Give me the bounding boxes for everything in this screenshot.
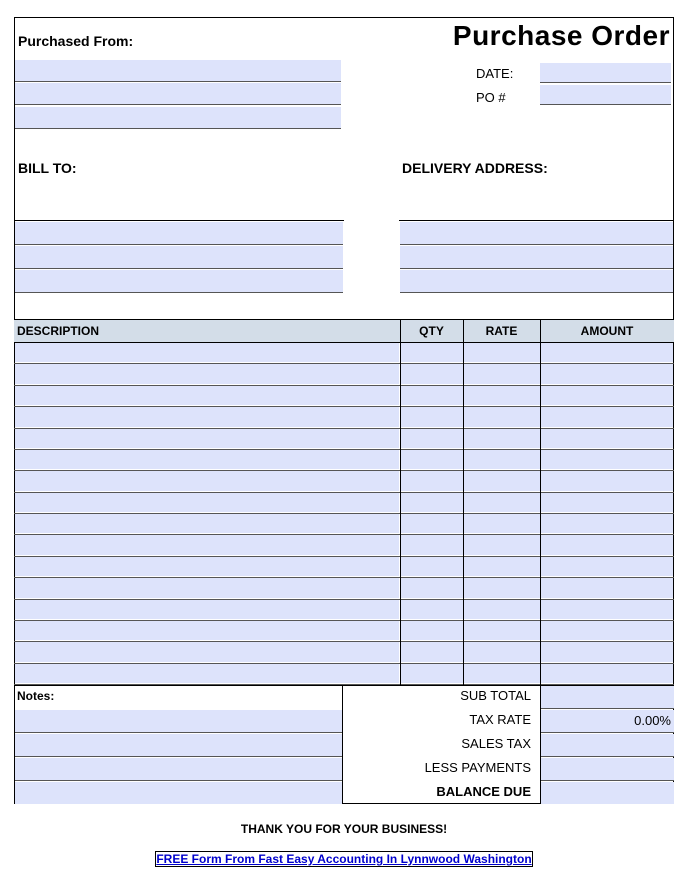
tax-rate-value[interactable]: 0.00% bbox=[541, 710, 674, 733]
qty-cell[interactable] bbox=[401, 450, 463, 469]
description-cell[interactable] bbox=[15, 429, 399, 448]
less-payments-label: LESS PAYMENTS bbox=[424, 760, 531, 775]
table-row bbox=[14, 514, 674, 535]
amount-cell[interactable] bbox=[541, 621, 673, 640]
delivery-top-rule bbox=[399, 220, 674, 221]
rate-cell[interactable] bbox=[464, 600, 540, 619]
balance-due-value[interactable] bbox=[541, 782, 674, 804]
table-row bbox=[14, 557, 674, 578]
description-cell[interactable] bbox=[15, 642, 399, 661]
thank-you-text: THANK YOU FOR YOUR BUSINESS! bbox=[240, 822, 448, 836]
amount-cell[interactable] bbox=[541, 600, 673, 619]
table-row bbox=[14, 471, 674, 492]
description-cell[interactable] bbox=[15, 621, 399, 640]
notes-line-2-input[interactable] bbox=[15, 734, 342, 757]
rate-cell[interactable] bbox=[464, 557, 540, 576]
po-number-input[interactable] bbox=[540, 85, 671, 105]
amount-cell[interactable] bbox=[541, 664, 673, 683]
amount-cell[interactable] bbox=[541, 407, 673, 426]
amount-cell[interactable] bbox=[541, 429, 673, 448]
delivery-line-1-input[interactable] bbox=[400, 222, 673, 245]
bill-to-label: BILL TO: bbox=[18, 160, 77, 176]
delivery-line-2-input[interactable] bbox=[400, 246, 673, 269]
sales-tax-label: SALES TAX bbox=[461, 736, 531, 751]
footer-link-wrap bbox=[0, 850, 688, 868]
bill-to-line-3-input[interactable] bbox=[15, 270, 343, 293]
bill-to-line-1-input[interactable] bbox=[15, 222, 343, 245]
qty-cell[interactable] bbox=[401, 514, 463, 533]
description-cell[interactable] bbox=[15, 600, 399, 619]
table-row bbox=[14, 578, 674, 599]
notes-line-4-input[interactable] bbox=[15, 782, 342, 804]
table-row bbox=[14, 600, 674, 621]
amount-cell[interactable] bbox=[541, 343, 673, 362]
amount-cell[interactable] bbox=[541, 364, 673, 383]
qty-cell[interactable] bbox=[401, 600, 463, 619]
vendor-line-3-input[interactable] bbox=[15, 107, 341, 129]
table-row bbox=[14, 664, 674, 685]
qty-cell[interactable] bbox=[401, 642, 463, 661]
delivery-address-label: DELIVERY ADDRESS: bbox=[402, 160, 548, 176]
amount-cell[interactable] bbox=[541, 493, 673, 512]
rate-cell[interactable] bbox=[464, 450, 540, 469]
rate-cell[interactable] bbox=[464, 664, 540, 683]
rate-column-divider bbox=[463, 319, 464, 685]
description-cell[interactable] bbox=[15, 386, 399, 405]
po-number-label: PO # bbox=[476, 90, 506, 105]
amount-cell[interactable] bbox=[541, 386, 673, 405]
column-qty: QTY bbox=[419, 324, 444, 338]
qty-column-divider bbox=[400, 319, 401, 685]
amount-cell[interactable] bbox=[541, 514, 673, 533]
amount-column-divider bbox=[540, 319, 541, 685]
description-cell[interactable] bbox=[15, 578, 399, 597]
qty-cell[interactable] bbox=[401, 429, 463, 448]
description-cell[interactable] bbox=[15, 407, 399, 426]
table-row bbox=[14, 642, 674, 663]
page-title: Purchase Order bbox=[452, 20, 670, 51]
qty-cell[interactable] bbox=[401, 493, 463, 512]
table-row bbox=[14, 450, 674, 471]
rate-cell[interactable] bbox=[464, 642, 540, 661]
delivery-line-3-input[interactable] bbox=[400, 270, 673, 293]
qty-cell[interactable] bbox=[401, 535, 463, 554]
qty-cell[interactable] bbox=[401, 407, 463, 426]
qty-cell[interactable] bbox=[401, 664, 463, 683]
rate-cell[interactable] bbox=[464, 621, 540, 640]
rate-cell[interactable] bbox=[464, 429, 540, 448]
qty-cell[interactable] bbox=[401, 621, 463, 640]
qty-cell[interactable] bbox=[401, 343, 463, 362]
purchased-from-label: Purchased From: bbox=[18, 33, 134, 49]
date-label: DATE: bbox=[476, 66, 514, 81]
table-row bbox=[14, 364, 674, 385]
notes-label: Notes: bbox=[17, 689, 55, 703]
items-table-header bbox=[14, 319, 674, 343]
description-cell[interactable] bbox=[15, 364, 399, 383]
description-cell[interactable] bbox=[15, 450, 399, 469]
column-amount: AMOUNT bbox=[580, 324, 634, 338]
table-row bbox=[14, 386, 674, 407]
table-row bbox=[14, 621, 674, 642]
vendor-line-1-input[interactable] bbox=[15, 60, 341, 82]
column-description: DESCRIPTION bbox=[17, 324, 100, 338]
amount-cell[interactable] bbox=[541, 535, 673, 554]
sub-total-value[interactable] bbox=[541, 686, 674, 709]
description-cell[interactable] bbox=[15, 557, 399, 576]
rate-cell[interactable] bbox=[464, 386, 540, 405]
balance-due-label: BALANCE DUE bbox=[436, 784, 531, 799]
bill-to-top-rule bbox=[14, 220, 344, 221]
description-cell[interactable] bbox=[15, 493, 399, 512]
sub-total-label: SUB TOTAL bbox=[460, 688, 531, 703]
date-input[interactable] bbox=[540, 63, 671, 83]
qty-cell[interactable] bbox=[401, 364, 463, 383]
table-row bbox=[14, 493, 674, 514]
description-cell[interactable] bbox=[15, 343, 399, 362]
table-row bbox=[14, 429, 674, 450]
rate-cell[interactable] bbox=[464, 471, 540, 490]
qty-cell[interactable] bbox=[401, 471, 463, 490]
rate-cell[interactable] bbox=[464, 578, 540, 597]
vendor-line-2-input[interactable] bbox=[15, 83, 341, 105]
description-cell[interactable] bbox=[15, 535, 399, 554]
amount-cell[interactable] bbox=[541, 642, 673, 661]
sales-tax-value[interactable] bbox=[541, 734, 674, 757]
amount-cell[interactable] bbox=[541, 557, 673, 576]
bill-to-line-2-input[interactable] bbox=[15, 246, 343, 269]
qty-cell[interactable] bbox=[401, 578, 463, 597]
rate-cell[interactable] bbox=[464, 493, 540, 512]
notes-line-1-input[interactable] bbox=[15, 710, 342, 733]
description-cell[interactable] bbox=[15, 471, 399, 490]
rate-cell[interactable] bbox=[464, 514, 540, 533]
rate-cell[interactable] bbox=[464, 535, 540, 554]
description-cell[interactable] bbox=[15, 664, 399, 683]
qty-cell[interactable] bbox=[401, 557, 463, 576]
rate-cell[interactable] bbox=[464, 407, 540, 426]
qty-cell[interactable] bbox=[401, 386, 463, 405]
footer-link[interactable]: FREE Form From Fast Easy Accounting In Lynnwood Washington bbox=[156, 852, 532, 866]
table-row bbox=[14, 535, 674, 556]
description-cell[interactable] bbox=[15, 514, 399, 533]
table-row bbox=[14, 343, 674, 364]
rate-cell[interactable] bbox=[464, 343, 540, 362]
table-row bbox=[14, 407, 674, 428]
less-payments-value[interactable] bbox=[541, 758, 674, 781]
rate-cell[interactable] bbox=[464, 364, 540, 383]
amount-cell[interactable] bbox=[541, 471, 673, 490]
amount-cell[interactable] bbox=[541, 450, 673, 469]
items-table-body bbox=[14, 343, 674, 685]
amount-cell[interactable] bbox=[541, 578, 673, 597]
tax-rate-label: TAX RATE bbox=[469, 712, 531, 727]
notes-line-3-input[interactable] bbox=[15, 758, 342, 781]
column-rate: RATE bbox=[485, 324, 518, 338]
